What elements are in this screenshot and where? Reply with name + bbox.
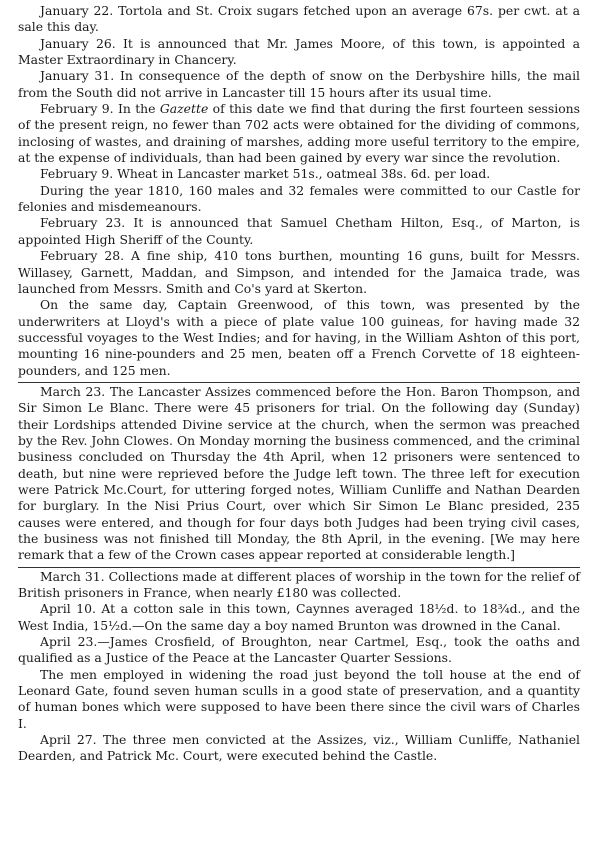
- entry-jan-22: January 22. Tortola and St. Croix sugars fetched upon an average 67s. per cwt. at a sale this day.: [18, 3, 580, 35]
- entry-feb-28: February 28. A fine ship, 410 tons burthen, mounting 16 guns, built for Messrs. Willasey, Garnett, Maddan, and Simpson, and intended for the Jamaica trade, was launched from Messrs. Smith and Co's yard at Skerton.: [18, 248, 580, 296]
- entry-feb-9-wheat: February 9. Wheat in Lancaster market 51s., oatmeal 38s. 6d. per load.: [40, 166, 491, 182]
- entry-mar-31: March 31. Collections made at different places of worship in the town for the relief of British prisoners in France, when nearly £180 was collected.: [18, 568, 580, 601]
- entry-road-widening: The men employed in widening the road just beyond the toll house at the end of Leonard Gate, found seven human sculls in a good state of preservation, and a quantity of human bones which were supposed to have been there since the civil wars of Charles I.: [18, 666, 580, 731]
- entry-apr-10: April 10. At a cotton sale in this town, Caynnes averaged 18½d. to 18¾d., and the West India, 15½d.—On the same day a boy named Brunton was drowned in the Canal.: [18, 601, 580, 633]
- entry-mar-23-assizes: March 23. The Lancaster Assizes commenced before the Hon. Baron Thompson, and Sir Simon Le Blanc. There were 45 prisoners for trial. On the following day (Sunday) their Lordships attended Divine service at the church, when the sermon was preached by the Rev. John Clowes. On Monday morning the business commenced, and the criminal business concluded on Thursday the 4th April, when 12 prisoners were sentenced to death, but nine were reprieved before the Judge left town. The three left for execution were Patrick Mc.Court, for uttering forged notes, William Cunliffe and Nathan Dearden for burglary. In the Nisi Prius Court, over which Sir Simon Le Blanc presided, 235 causes were entered, and though for four days both Judges had been trying civil cases, the business was not finished till Monday, the 8th April, in the evening. [We may here remark that a few of the Crown cases appear reported at considerable length.]: [18, 383, 580, 563]
- entry-jan-31: January 31. In consequence of the depth of snow on the Derbyshire hills, the mail from the South did not arrive in Lancaster till 15 hours after its usual time.: [18, 68, 580, 100]
- entry-year-1810: During the year 1810, 160 males and 32 females were committed to our Castle for felonies and misdemeanours.: [18, 182, 580, 215]
- gazette-italic: Gazette: [159, 101, 209, 117]
- entry-feb-9-gazette-after: of this date we find that during the first fourteen sessions of the present reign, no fewer than 702 acts were obtained for the dividing of commons, inclosing of wastes, and draining of marshes, adding more useful territory to the empire, at the expense of individuals, than had been gained by every war since the revolution.: [18, 101, 581, 166]
- entry-captain-greenwood: On the same day, Captain Greenwood, of this town, was presented by the underwriters at Lloyd's with a piece of plate value 100 guineas, for having made 32 successful voyages to the West Indies; and for having, in the William Ashton of this port, mounting 16 nine-pounders and 25 men, beaten off a French Corvette of 18 eighteen-pounders, and 125 men.: [18, 297, 580, 378]
- entry-jan-26: January 26. It is announced that Mr. James Moore, of this town, is appointed a Master Extraordinary in Chancery.: [18, 35, 580, 68]
- entry-feb-23: February 23. It is announced that Samuel Chetham Hilton, Esq., of Marton, is appointed High Sheriff of the County.: [18, 215, 580, 247]
- entry-apr-23: April 23.—James Crosfield, of Broughton, near Cartmel, Esq., took the oaths and qualified as a Justice of the Peace at the Lancaster Quarter Sessions.: [18, 634, 580, 666]
- entry-apr-27: April 27. The three men convicted at the Assizes, viz., William Cunliffe, Nathaniel Dearden, and Patrick Mc. Court, were executed behind the Castle.: [18, 732, 580, 764]
- entry-feb-9-gazette-before: February 9. In the: [40, 101, 160, 117]
- entry-feb-9-gazette: [18, 101, 580, 166]
